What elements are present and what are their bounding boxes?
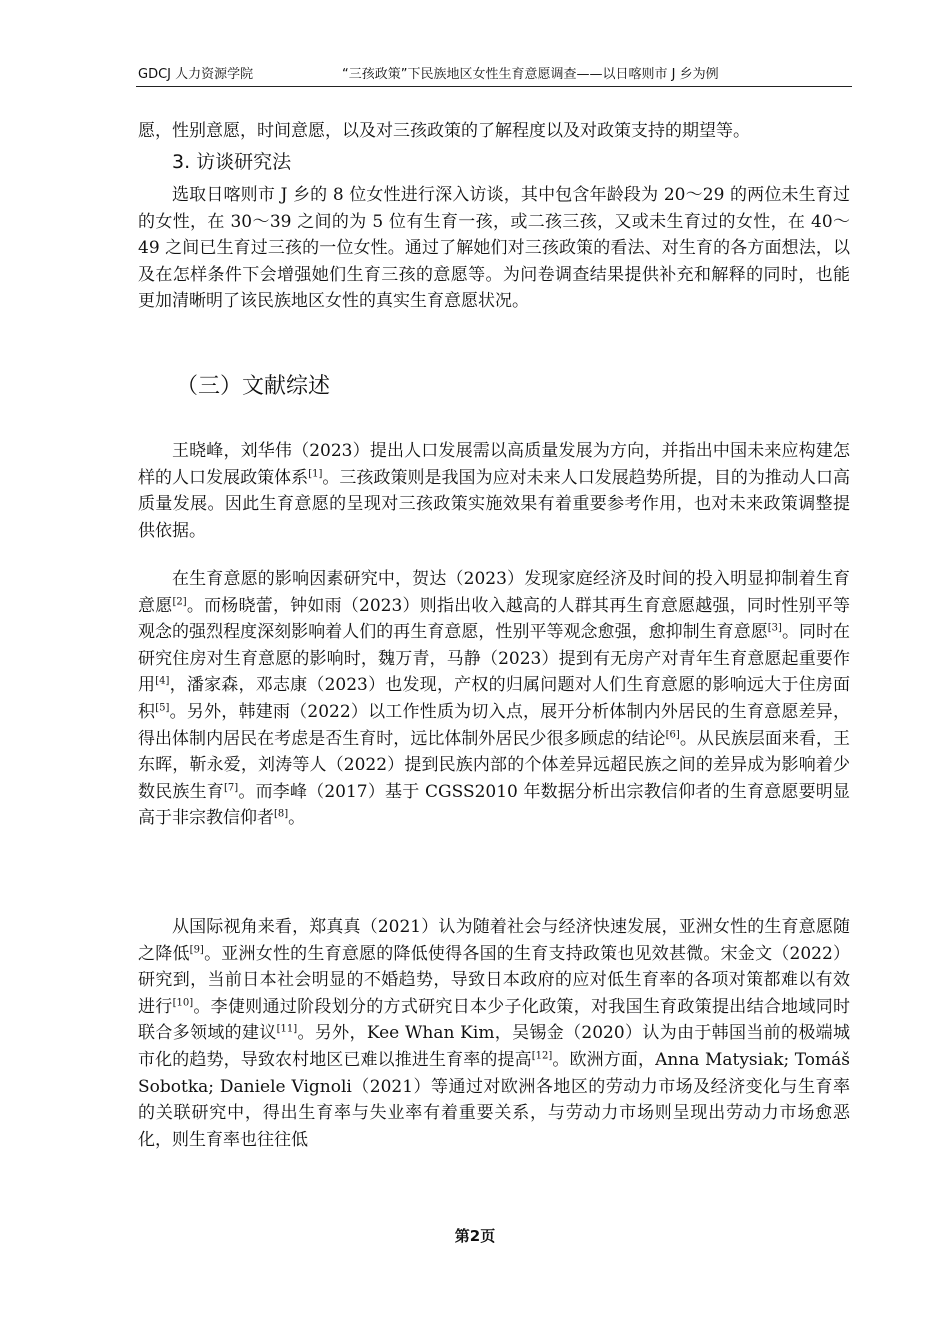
review-p2-text-4: ，潘家森，邓志康（2023）也发现，产权的归属问题对人们生育意愿的影响远大于住房面积 [138,675,851,722]
review-p2-text-8: 。 [288,808,306,829]
citation-ref-5: [5] [155,702,170,714]
review-paragraph-2 [138,566,850,832]
review-p1-text-1: 王晓峰，刘华伟（2023）提出人口发展需以高质量发展为方向，并指出中国未来应构建怎样的人口发展政策体系 [138,441,850,488]
review-paragraph-1 [138,438,850,544]
review-p3-text-4: 。另外，Kee Whan Kim，吴锡金（2020）认为由于韩国当前的极端城市化的趋势，导致农村地区已难以推进生育率的提高 [138,1023,851,1070]
review-p3-text-2: 。亚洲女性的生育意愿的降低使得各国的生育支持政策也见效甚微。宋金文（2022）研究到，当前日本社会明显的不婚趋势，导致日本政府的应对低生育率的各项对策都难以有效进行 [138,943,851,1017]
citation-ref-7: [7] [224,782,239,794]
intro-paragraph-continued: 愿，性别意愿，时间意愿，以及对三孩政策的了解程度以及对政策支持的期望等。 [138,121,750,141]
citation-ref-8: [8] [274,808,289,820]
citation-ref-12: [12] [531,1050,553,1062]
citation-ref-9: [9] [189,943,204,955]
review-p3-text-5: 。欧洲方面，Anna Matysiak; Tomáš Sobotka; Daniele Vignoli（2021）等通过对欧洲各地区的劳动力市场及经济变化与生育率的关联研究中，得出生育率与失业率有着重要关系，与劳动力市场则呈现出劳动力市场愈恶化，则生育率也往往低 [138,1049,851,1150]
review-p2-text-3: 。同时在研究住房对生育意愿的影响时，魏万青，马静（2023）提到有无房产对青年生育意愿起重要作用 [138,622,851,696]
review-p3-text-3: 。李倢则通过阶段划分的方式研究日本少子化政策，对我国生育政策提出结合地域同时联合多领域的建议 [138,996,851,1044]
review-p1-text-2: 。三孩政策则是我国为应对未来人口发展趋势所提，目的为推动人口高质量发展。因此生育意愿的呈现对三孩政策实施效果有着重要参考作用，也对未来政策调整提供依据。 [138,467,850,541]
page-header [136,66,852,87]
citation-ref-11: [11] [276,1023,298,1035]
review-p2-text-7: 。而李峰（2017）基于 CGSS2010 年数据分析出宗教信仰者的生育意愿要明显高于非宗教信仰者 [138,781,851,829]
review-paragraph-3 [138,914,850,1153]
review-p2-text-5: 。另外，韩建雨（2022）以工作性质为切入点，展开分析体制内外居民的生育意愿差异，得出体制内居民在考虑是否生育时，远比体制外居民少很多顾虑的结论 [138,701,851,749]
citation-ref-10: [10] [172,997,194,1009]
method-interview-heading: 3. 访谈研究法 [172,151,292,173]
citation-ref-3: [3] [767,622,782,634]
method-interview-paragraph: 选取日喀则市 J 乡的 8 位女性进行深入访谈，其中包含年龄段为 20～29 的两位未生育过的女性，在 30～39 之间的为 5 位有生育一孩，或二孩三孩，又或未生育过的女性，在 40～49 之间已生育过三孩的一位女性。通过了解她们对三孩政策的看法、对生育的各方面想法，以及在怎样条件下会增强她们生育三孩的意愿等。为问卷调查结果提供补充和解释的同时，也能更加清晰明了该民族地区女性的真实生育意愿状况。 [138,185,850,312]
review-p2-text-2: 。而杨晓蕾，钟如雨（2023）则指出收入越高的人群其再生育意愿越强，同时性别平等观念的强烈程度深刻影响着人们的再生育意愿，性别平等观念愈强，愈抑制生育意愿 [138,595,851,643]
review-p2-text-6: 。从民族层面来看，王东晖，靳永爱，刘涛等人（2022）提到民族内部的个体差异远超民族之间的差异成为影响着少数民族生育 [138,728,850,802]
literature-review-heading: （三）文献综述 [176,374,331,399]
citation-ref-6: [6] [665,728,680,740]
citation-ref-2: [2] [172,595,187,607]
citation-ref-1: [1] [308,467,323,479]
citation-ref-4: [4] [155,675,170,687]
header-thesis-title: “三孩政策”下民族地区女性生育意愿调查——以日喀则市 J 乡为例 [342,67,719,82]
review-p3-text-1: 从国际视角来看，郑真真（2021）认为随着社会与经济快速发展，亚洲女性的生育意愿随之降低 [138,917,850,964]
review-p2-text-1: 在生育意愿的影响因素研究中，贺达（2023）发现家庭经济及时间的投入明显抑制着生育意愿 [138,569,850,616]
header-school-name: GDCJ 人力资源学院 [138,67,254,82]
page-number: 第2页 [454,1227,496,1245]
